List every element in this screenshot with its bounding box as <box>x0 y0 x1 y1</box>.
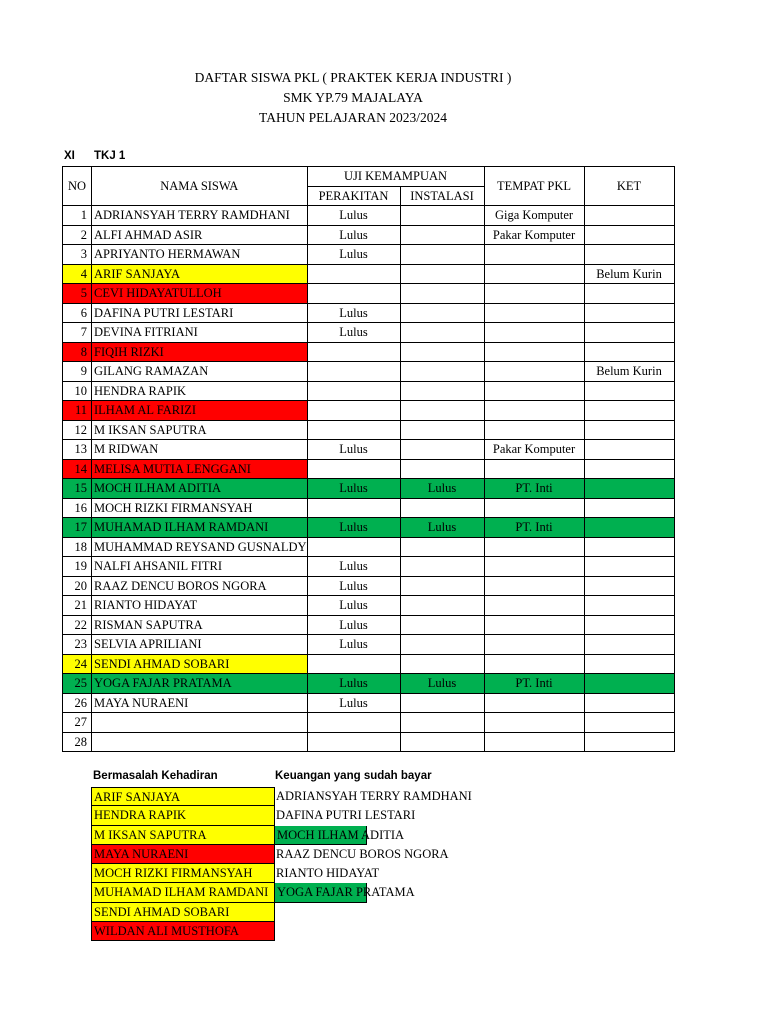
row-ket <box>584 225 674 245</box>
row-name: M IKSAN SAPUTRA <box>92 420 308 440</box>
row-ket <box>584 674 674 694</box>
row-name: MUHAMMAD REYSAND GUSNALDY <box>92 537 308 557</box>
table-row <box>63 576 675 596</box>
row-tempat <box>484 284 584 304</box>
attendance-item: WILDAN ALI MUSTHOFA <box>91 922 275 941</box>
table-row <box>63 245 675 265</box>
row-name: YOGA FAJAR PRATAMA <box>92 674 308 694</box>
row-tempat <box>484 459 584 479</box>
table-row <box>63 381 675 401</box>
table-row <box>63 674 675 694</box>
row-no: 11 <box>63 401 92 421</box>
row-no: 6 <box>63 303 92 323</box>
row-perakitan <box>307 713 400 733</box>
table-row <box>63 264 675 284</box>
row-no: 4 <box>63 264 92 284</box>
row-ket <box>584 732 674 752</box>
row-ket <box>584 479 674 499</box>
row-perakitan: Lulus <box>307 479 400 499</box>
header-ket: KET <box>584 167 674 206</box>
row-instalasi: Lulus <box>400 518 484 538</box>
row-instalasi <box>400 635 484 655</box>
row-ket <box>584 596 674 616</box>
attendance-item: ARIF SANJAYA <box>91 787 275 806</box>
row-ket <box>584 381 674 401</box>
header-instalasi: INSTALASI <box>400 186 484 206</box>
row-tempat <box>484 362 584 382</box>
row-name: ILHAM AL FARIZI <box>92 401 308 421</box>
row-perakitan: Lulus <box>307 576 400 596</box>
row-perakitan <box>307 401 400 421</box>
row-instalasi <box>400 362 484 382</box>
paid-item: DAFINA PUTRI LESTARI <box>276 808 416 823</box>
attendance-list <box>91 787 275 941</box>
row-instalasi <box>400 732 484 752</box>
row-instalasi <box>400 323 484 343</box>
table-row <box>63 206 675 226</box>
row-instalasi <box>400 654 484 674</box>
row-perakitan: Lulus <box>307 323 400 343</box>
row-ket <box>584 303 674 323</box>
attendance-item: SENDI AHMAD SOBARI <box>91 903 275 922</box>
row-ket <box>584 654 674 674</box>
row-ket <box>584 537 674 557</box>
row-no: 22 <box>63 615 92 635</box>
row-no: 26 <box>63 693 92 713</box>
row-perakitan: Lulus <box>307 225 400 245</box>
row-tempat <box>484 264 584 284</box>
row-no: 12 <box>63 420 92 440</box>
class-level: XI <box>64 150 75 162</box>
row-no: 5 <box>63 284 92 304</box>
row-no: 27 <box>63 713 92 733</box>
table-row <box>63 537 675 557</box>
doc-title-line1: DAFTAR SISWA PKL ( PRAKTEK KERJA INDUSTRI ) <box>194 70 512 85</box>
row-perakitan: Lulus <box>307 303 400 323</box>
row-no: 10 <box>63 381 92 401</box>
row-tempat <box>484 498 584 518</box>
row-name: RISMAN SAPUTRA <box>92 615 308 635</box>
row-name: MUHAMAD ILHAM RAMDANI <box>92 518 308 538</box>
row-name: MOCH ILHAM ADITIA <box>92 479 308 499</box>
row-perakitan <box>307 284 400 304</box>
table-row <box>63 518 675 538</box>
row-no: 14 <box>63 459 92 479</box>
row-no: 1 <box>63 206 92 226</box>
row-instalasi <box>400 459 484 479</box>
row-instalasi <box>400 225 484 245</box>
row-instalasi <box>400 713 484 733</box>
table-row <box>63 401 675 421</box>
row-instalasi <box>400 596 484 616</box>
row-tempat <box>484 303 584 323</box>
table-row <box>63 342 675 362</box>
table-row <box>63 635 675 655</box>
row-no: 15 <box>63 479 92 499</box>
row-perakitan <box>307 459 400 479</box>
row-ket <box>584 518 674 538</box>
row-perakitan <box>307 420 400 440</box>
row-instalasi <box>400 576 484 596</box>
row-perakitan <box>307 264 400 284</box>
row-no: 7 <box>63 323 92 343</box>
row-tempat <box>484 576 584 596</box>
row-perakitan: Lulus <box>307 635 400 655</box>
row-tempat: PT. Inti <box>484 479 584 499</box>
row-ket <box>584 498 674 518</box>
attendance-item: MUHAMAD ILHAM RAMDANI <box>91 883 275 902</box>
row-ket <box>584 420 674 440</box>
row-no: 21 <box>63 596 92 616</box>
row-ket <box>584 713 674 733</box>
row-name: MAYA NURAENI <box>92 693 308 713</box>
row-tempat <box>484 323 584 343</box>
row-instalasi: Lulus <box>400 479 484 499</box>
header-tempat: TEMPAT PKL <box>484 167 584 206</box>
row-instalasi <box>400 557 484 577</box>
class-code: TKJ 1 <box>94 150 126 162</box>
table-row <box>63 713 675 733</box>
table-row <box>63 596 675 616</box>
row-tempat: Pakar Komputer <box>484 225 584 245</box>
row-tempat <box>484 401 584 421</box>
table-row <box>63 557 675 577</box>
row-tempat <box>484 635 584 655</box>
row-name: SENDI AHMAD SOBARI <box>92 654 308 674</box>
row-name: HENDRA RAPIK <box>92 381 308 401</box>
row-perakitan: Lulus <box>307 693 400 713</box>
row-name: MOCH RIZKI FIRMANSYAH <box>92 498 308 518</box>
row-name: SELVIA APRILIANI <box>92 635 308 655</box>
row-instalasi <box>400 498 484 518</box>
row-perakitan: Lulus <box>307 557 400 577</box>
row-instalasi: Lulus <box>400 674 484 694</box>
paid-item: MOCH ILHAM ADITIA <box>274 826 367 845</box>
paid-title: Keuangan yang sudah bayar <box>275 770 432 782</box>
row-perakitan: Lulus <box>307 245 400 265</box>
row-instalasi <box>400 284 484 304</box>
row-instalasi <box>400 420 484 440</box>
doc-title-line3: TAHUN PELAJARAN 2023/2024 <box>259 110 447 125</box>
row-instalasi <box>400 264 484 284</box>
row-ket <box>584 284 674 304</box>
row-name: RAAZ DENCU BOROS NGORA <box>92 576 308 596</box>
row-no: 24 <box>63 654 92 674</box>
row-tempat <box>484 557 584 577</box>
row-perakitan: Lulus <box>307 206 400 226</box>
row-name: MELISA MUTIA LENGGANI <box>92 459 308 479</box>
row-instalasi <box>400 342 484 362</box>
attendance-item: MOCH RIZKI FIRMANSYAH <box>91 864 275 883</box>
row-perakitan: Lulus <box>307 518 400 538</box>
row-instalasi <box>400 440 484 460</box>
row-instalasi <box>400 401 484 421</box>
table-row <box>63 362 675 382</box>
paid-item: YOGA FAJAR PRATAMA <box>274 883 367 902</box>
row-tempat <box>484 693 584 713</box>
row-perakitan <box>307 342 400 362</box>
header-perakitan: PERAKITAN <box>307 186 400 206</box>
header-uji: UJI KEMAMPUAN <box>307 167 484 187</box>
row-no: 13 <box>63 440 92 460</box>
row-ket <box>584 459 674 479</box>
row-perakitan: Lulus <box>307 596 400 616</box>
header-name: NAMA SISWA <box>92 167 308 206</box>
row-instalasi <box>400 537 484 557</box>
table-row <box>63 303 675 323</box>
row-no: 17 <box>63 518 92 538</box>
row-name: NALFI AHSANIL FITRI <box>92 557 308 577</box>
table-row <box>63 732 675 752</box>
row-tempat <box>484 596 584 616</box>
row-tempat: Giga Komputer <box>484 206 584 226</box>
row-no: 2 <box>63 225 92 245</box>
row-no: 23 <box>63 635 92 655</box>
row-ket <box>584 615 674 635</box>
row-tempat: Pakar Komputer <box>484 440 584 460</box>
row-ket <box>584 401 674 421</box>
row-instalasi <box>400 303 484 323</box>
table-row <box>63 615 675 635</box>
table-row <box>63 459 675 479</box>
row-ket <box>584 440 674 460</box>
row-perakitan: Lulus <box>307 674 400 694</box>
table-row <box>63 323 675 343</box>
row-ket <box>584 635 674 655</box>
row-name <box>92 713 308 733</box>
row-name: FIQIH RIZKI <box>92 342 308 362</box>
doc-title-line2: SMK YP.79 MAJALAYA <box>283 90 423 105</box>
row-ket <box>584 206 674 226</box>
row-name: APRIYANTO HERMAWAN <box>92 245 308 265</box>
row-name: CEVI HIDAYATULLOH <box>92 284 308 304</box>
row-no: 28 <box>63 732 92 752</box>
row-name <box>92 732 308 752</box>
row-instalasi <box>400 615 484 635</box>
row-ket <box>584 323 674 343</box>
table-row <box>63 284 675 304</box>
paid-list <box>274 787 472 903</box>
table-row <box>63 654 675 674</box>
row-tempat <box>484 732 584 752</box>
row-no: 25 <box>63 674 92 694</box>
row-ket <box>584 245 674 265</box>
row-ket: Belum Kurin <box>584 264 674 284</box>
row-perakitan <box>307 362 400 382</box>
student-table <box>62 166 675 752</box>
row-name: ARIF SANJAYA <box>92 264 308 284</box>
row-perakitan: Lulus <box>307 615 400 635</box>
row-no: 9 <box>63 362 92 382</box>
attendance-title: Bermasalah Kehadiran <box>93 770 218 782</box>
row-ket <box>584 576 674 596</box>
row-tempat <box>484 245 584 265</box>
row-instalasi <box>400 206 484 226</box>
row-no: 16 <box>63 498 92 518</box>
paid-item: RIANTO HIDAYAT <box>276 866 380 881</box>
row-tempat: PT. Inti <box>484 674 584 694</box>
table-row <box>63 225 675 245</box>
row-tempat <box>484 713 584 733</box>
row-instalasi <box>400 381 484 401</box>
row-ket: Belum Kurin <box>584 362 674 382</box>
row-tempat <box>484 615 584 635</box>
row-tempat <box>484 537 584 557</box>
student-rows <box>63 206 675 752</box>
row-name: DAFINA PUTRI LESTARI <box>92 303 308 323</box>
row-no: 19 <box>63 557 92 577</box>
paid-item: RAAZ DENCU BOROS NGORA <box>276 846 449 861</box>
row-name: M RIDWAN <box>92 440 308 460</box>
row-name: RIANTO HIDAYAT <box>92 596 308 616</box>
row-ket <box>584 557 674 577</box>
table-row <box>63 479 675 499</box>
row-ket <box>584 693 674 713</box>
row-tempat <box>484 420 584 440</box>
row-no: 3 <box>63 245 92 265</box>
attendance-item: HENDRA RAPIK <box>91 806 275 825</box>
row-perakitan <box>307 381 400 401</box>
row-ket <box>584 342 674 362</box>
row-perakitan <box>307 498 400 518</box>
row-perakitan: Lulus <box>307 440 400 460</box>
table-row <box>63 693 675 713</box>
row-no: 8 <box>63 342 92 362</box>
header-no: NO <box>63 167 92 206</box>
attendance-item: M IKSAN SAPUTRA <box>91 826 275 845</box>
row-no: 18 <box>63 537 92 557</box>
row-instalasi <box>400 693 484 713</box>
row-instalasi <box>400 245 484 265</box>
row-tempat <box>484 654 584 674</box>
row-name: GILANG RAMAZAN <box>92 362 308 382</box>
row-name: ADRIANSYAH TERRY RAMDHANI <box>92 206 308 226</box>
row-tempat <box>484 342 584 362</box>
row-name: ALFI AHMAD ASIR <box>92 225 308 245</box>
row-perakitan <box>307 732 400 752</box>
table-row <box>63 498 675 518</box>
table-row <box>63 440 675 460</box>
row-name: DEVINA FITRIANI <box>92 323 308 343</box>
table-row <box>63 420 675 440</box>
row-tempat: PT. Inti <box>484 518 584 538</box>
row-no: 20 <box>63 576 92 596</box>
row-perakitan <box>307 654 400 674</box>
row-perakitan <box>307 537 400 557</box>
row-tempat <box>484 381 584 401</box>
paid-item: ADRIANSYAH TERRY RAMDHANI <box>276 789 472 803</box>
attendance-item: MAYA NURAENI <box>91 845 275 864</box>
